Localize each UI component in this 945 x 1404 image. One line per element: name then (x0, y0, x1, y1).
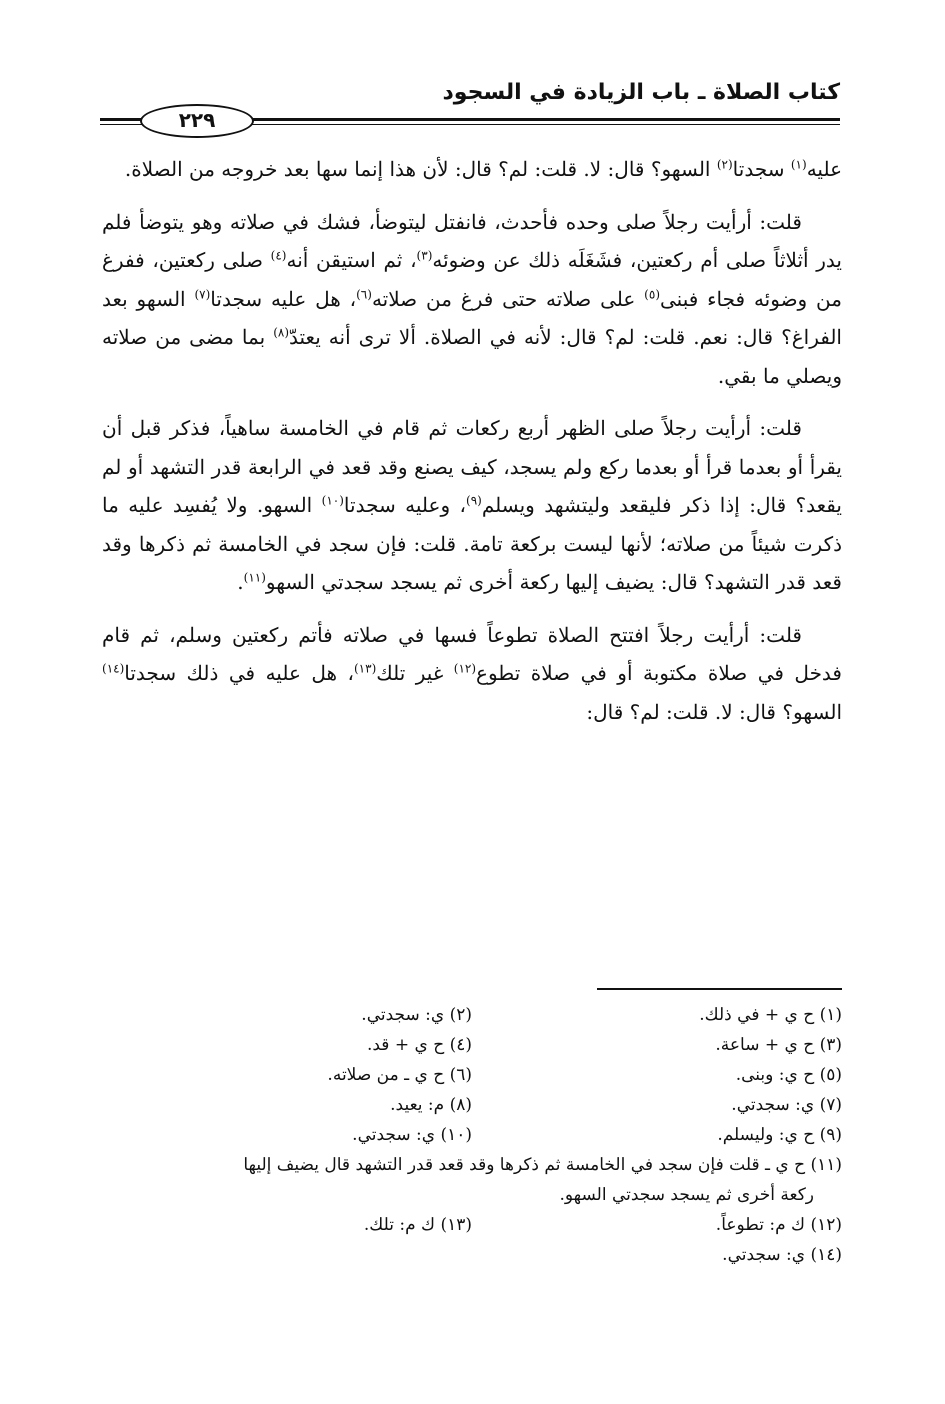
footnote-marker: (١) (790, 157, 807, 172)
footnote-marker: (١٠) (321, 493, 344, 508)
footnote: (١٢) ك م: تطوعاً. (715, 1215, 842, 1235)
footnote-marker: (١٢) (453, 661, 477, 676)
footnote-marker: (٣) (416, 248, 433, 263)
text-run: ، وعليه سجدتا (343, 493, 466, 517)
paragraph (102, 203, 842, 396)
footnote-marker: (٢) (716, 157, 733, 172)
text-run: السهو بعد الفراغ؟ قال: نعم. قلت: لم؟ قال: لأنه في الصلاة. ألا ترى أنه يعتدّ (102, 286, 842, 349)
paragraph (102, 150, 842, 189)
text-run: سجدتا (732, 157, 791, 181)
paragraph (102, 616, 842, 732)
footnote: (١٣) ك م: تلك. (363, 1215, 472, 1235)
text-run: السهو. ولا يُفسِد عليه ما ذكرت شيئاً من صلاته؛ لأنها ليست بركعة تامة. قلت: فإن سجد في الخامسة ثم ذكرها وقد قعد قدر التشهد؟ قال: يضيف إليها ركعة أخرى ثم يسجد سجدتي السهو (102, 493, 842, 594)
main-text (102, 150, 842, 745)
text-run: عليه (806, 157, 842, 181)
footnote: (٧) ي: سجدتي. (731, 1095, 842, 1115)
footnote: (١١) ح ي ـ قلت فإن سجد في الخامسة ثم ذكرها وقد قعد قدر التشهد قال يضيف إليها (243, 1155, 842, 1175)
footnote: (٥) ح ي: وبنى. (735, 1065, 842, 1085)
text-run: ، هل عليه في ذلك سجدتا (124, 661, 354, 685)
text-run: بما مضى من صلاته ويصلي ما بقي. (102, 325, 842, 388)
footnote: (٨) م: يعيد. (390, 1095, 472, 1115)
footnote-marker: (١٤) (102, 661, 125, 676)
footnotes (102, 1000, 842, 1270)
text-run: غير تلك (376, 661, 454, 685)
footnote: (١) ح ي + في ذلك. (699, 1005, 842, 1025)
text-run: . (237, 570, 244, 594)
running-header (100, 80, 840, 130)
footnote: (٢) ي: سجدتي. (361, 1005, 472, 1025)
footnote: (١٠) ي: سجدتي. (352, 1125, 472, 1145)
footnote: (١٤) ي: سجدتي. (722, 1245, 842, 1265)
paragraph (102, 409, 842, 602)
text-run: قلت: أرأيت رجلاً صلى وحده فأحدث، فانفتل ليتوضأ، فشك في صلاته وهو يتوضأ فلم يدر أثلاثاً صلى أم ركعتين، فشَغَلَه ذلك عن وضوئه (102, 209, 843, 272)
text-run: السهو؟ قال: لا. قلت: لم؟ قال: (586, 699, 842, 724)
text-run: قلت: أرأيت رجلاً افتتح الصلاة تطوعاً فسها في صلاته فأتم ركعتين وسلم، ثم قام فدخل في صلاة مكتوبة أو في صلاة تطوع (102, 622, 842, 685)
footnote-marker: (٩) (466, 493, 482, 508)
footnote-marker: (١١) (243, 570, 266, 585)
text-run: ، هل عليه سجدتا (210, 286, 357, 311)
footnote-marker: (٧) (194, 286, 211, 301)
footnote: (٦) ح ي ـ من صلاته. (327, 1065, 472, 1085)
footnote-continuation: ركعة أخرى ثم يسجد سجدتي السهو. (559, 1185, 814, 1205)
text-run: على صلاته حتى فرغ من صلاته (371, 286, 645, 311)
page-number: ٢٢٩ (140, 104, 254, 138)
footnote-marker: (٥) (644, 286, 660, 301)
footnote: (٤) ح ي + قد. (366, 1035, 472, 1055)
text-run: قلت: أرأيت رجلاً صلى الظهر أربع ركعات ثم قام في الخامسة ساهياً، فذكر قبل أن يقرأ أو بعدما قرأ أو بعدما ركع ولم يسجد، كيف يصنع وقد قعد في الرابعة قدر التشهد أو لم يقعد؟ قال: إذا ذكر فليقعد وليتشهد ويسلم (102, 416, 842, 517)
text-run: ، ثم استيقن أنه (286, 248, 417, 272)
text-run: السهو؟ قال: لا. قلت: لم؟ قال: لأن هذا إنما سها بعد خروجه من الصلاة. (124, 157, 717, 181)
text-run: صلى ركعتين، ففرغ من وضوئه فجاء فبنى (102, 248, 842, 311)
footnote-marker: (١٣) (353, 661, 377, 676)
footnote-separator (597, 988, 842, 990)
chapter-title: كتاب الصلاة ـ باب الزيادة في السجود (442, 80, 840, 105)
footnote-marker: (٦) (356, 286, 372, 301)
footnote-marker: (٤) (270, 248, 287, 263)
footnote: (٣) ح ي + ساعة. (715, 1035, 842, 1055)
footnote-marker: (٨) (273, 325, 290, 340)
footnote: (٩) ح ي: وليسلم. (717, 1125, 842, 1145)
